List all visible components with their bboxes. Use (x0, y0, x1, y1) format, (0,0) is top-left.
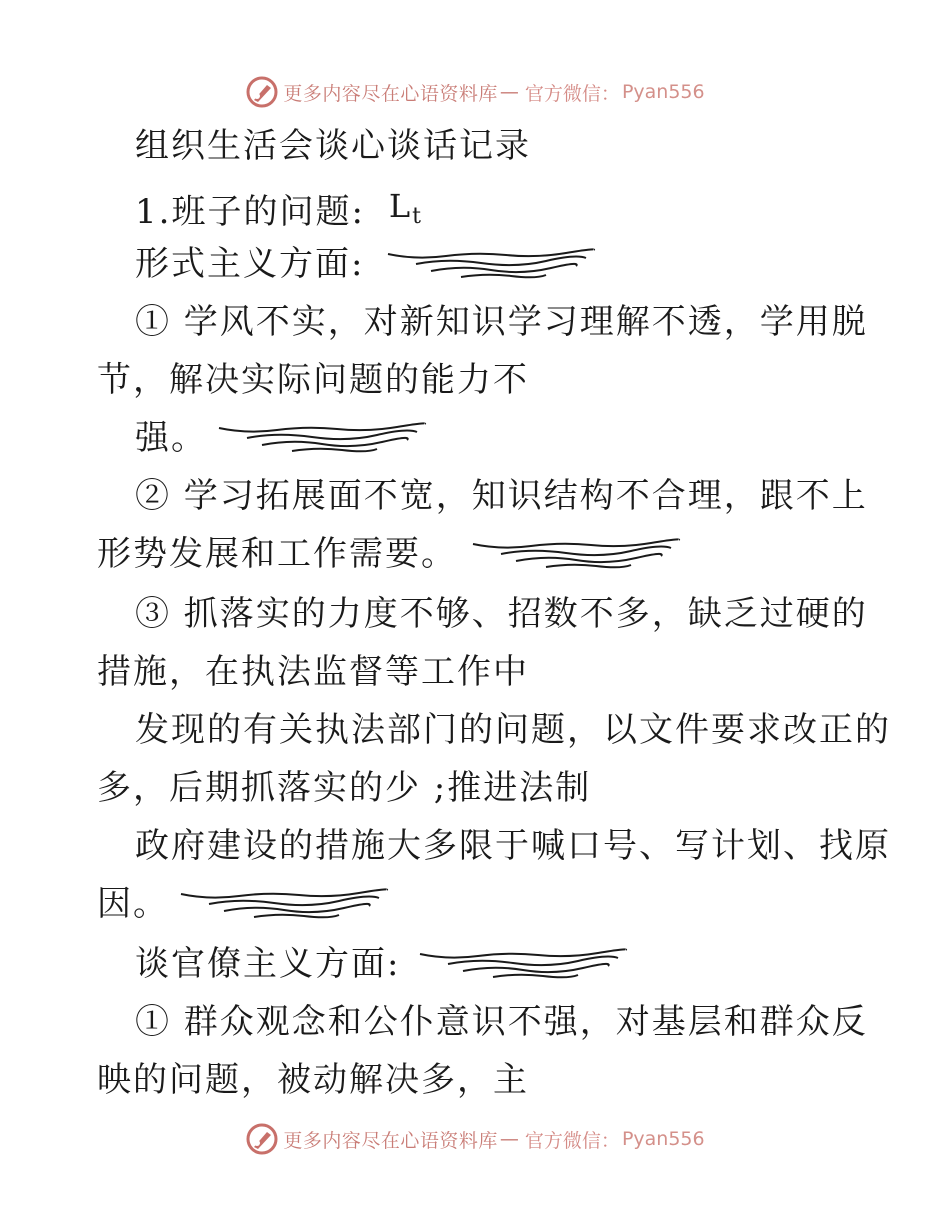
paragraph-line: 因。 (97, 884, 389, 924)
paragraph-line: 形势发展和工作需要。 (97, 534, 681, 574)
bureaucracy-heading: 谈官僚主义方面: (135, 944, 628, 984)
pen-circle-icon (245, 1122, 279, 1156)
paragraph-line: 政府建设的措施大多限于喊口号、写计划、找原 (135, 826, 891, 866)
paragraph-line: 多，后期抓落实的少 ;推进法制 (97, 768, 592, 808)
watermark-id: Pyan556 (621, 1128, 705, 1150)
watermark-label: 官方微信： (524, 1129, 620, 1152)
paragraph-line: 措施，在执法监督等工作中 (97, 652, 529, 692)
handwritten-squiggle (386, 244, 596, 284)
watermark-separator: — (499, 81, 519, 103)
watermark-id: Pyan556 (621, 81, 705, 103)
watermark-label: 官方微信： (524, 82, 620, 105)
handwritten-mark: $L_t$ (388, 187, 423, 229)
paragraph-line: ③ 抓落实的力度不够、招数不多，缺乏过硬的 (135, 594, 868, 634)
watermark-separator: — (499, 1128, 519, 1150)
handwritten-squiggle (179, 884, 389, 924)
paragraph-line: 发现的有关执法部门的问题，以文件要求改正的 (135, 710, 891, 750)
paragraph-line: ① 学风不实，对新知识学习理解不透，学用脱 (135, 302, 868, 342)
paragraph-line: 强。 (135, 418, 427, 458)
item-1: 1.班子的问题: $L_t$ (135, 186, 423, 237)
paragraph-line: 节，解决实际问题的能力不 (97, 360, 529, 400)
paragraph-line: ② 学习拓展面不宽，知识结构不合理，跟不上 (135, 476, 868, 516)
watermark-footer (0, 1117, 950, 1161)
document-title: 组织生活会谈心谈话记录 (135, 126, 531, 166)
watermark-text: 更多内容尽在心语资料库 (283, 1129, 498, 1152)
handwritten-squiggle (217, 418, 427, 458)
formalism-heading: 形式主义方面: (135, 244, 596, 284)
handwritten-squiggle (471, 534, 681, 574)
paragraph-line: ① 群众观念和公仆意识不强，对基层和群众反 (135, 1002, 868, 1042)
watermark-text: 更多内容尽在心语资料库 (283, 82, 498, 105)
watermark-header (0, 70, 950, 114)
handwritten-squiggle (418, 944, 628, 984)
paragraph-line: 映的问题，被动解决多，主 (97, 1060, 529, 1100)
pen-circle-icon (245, 75, 279, 109)
